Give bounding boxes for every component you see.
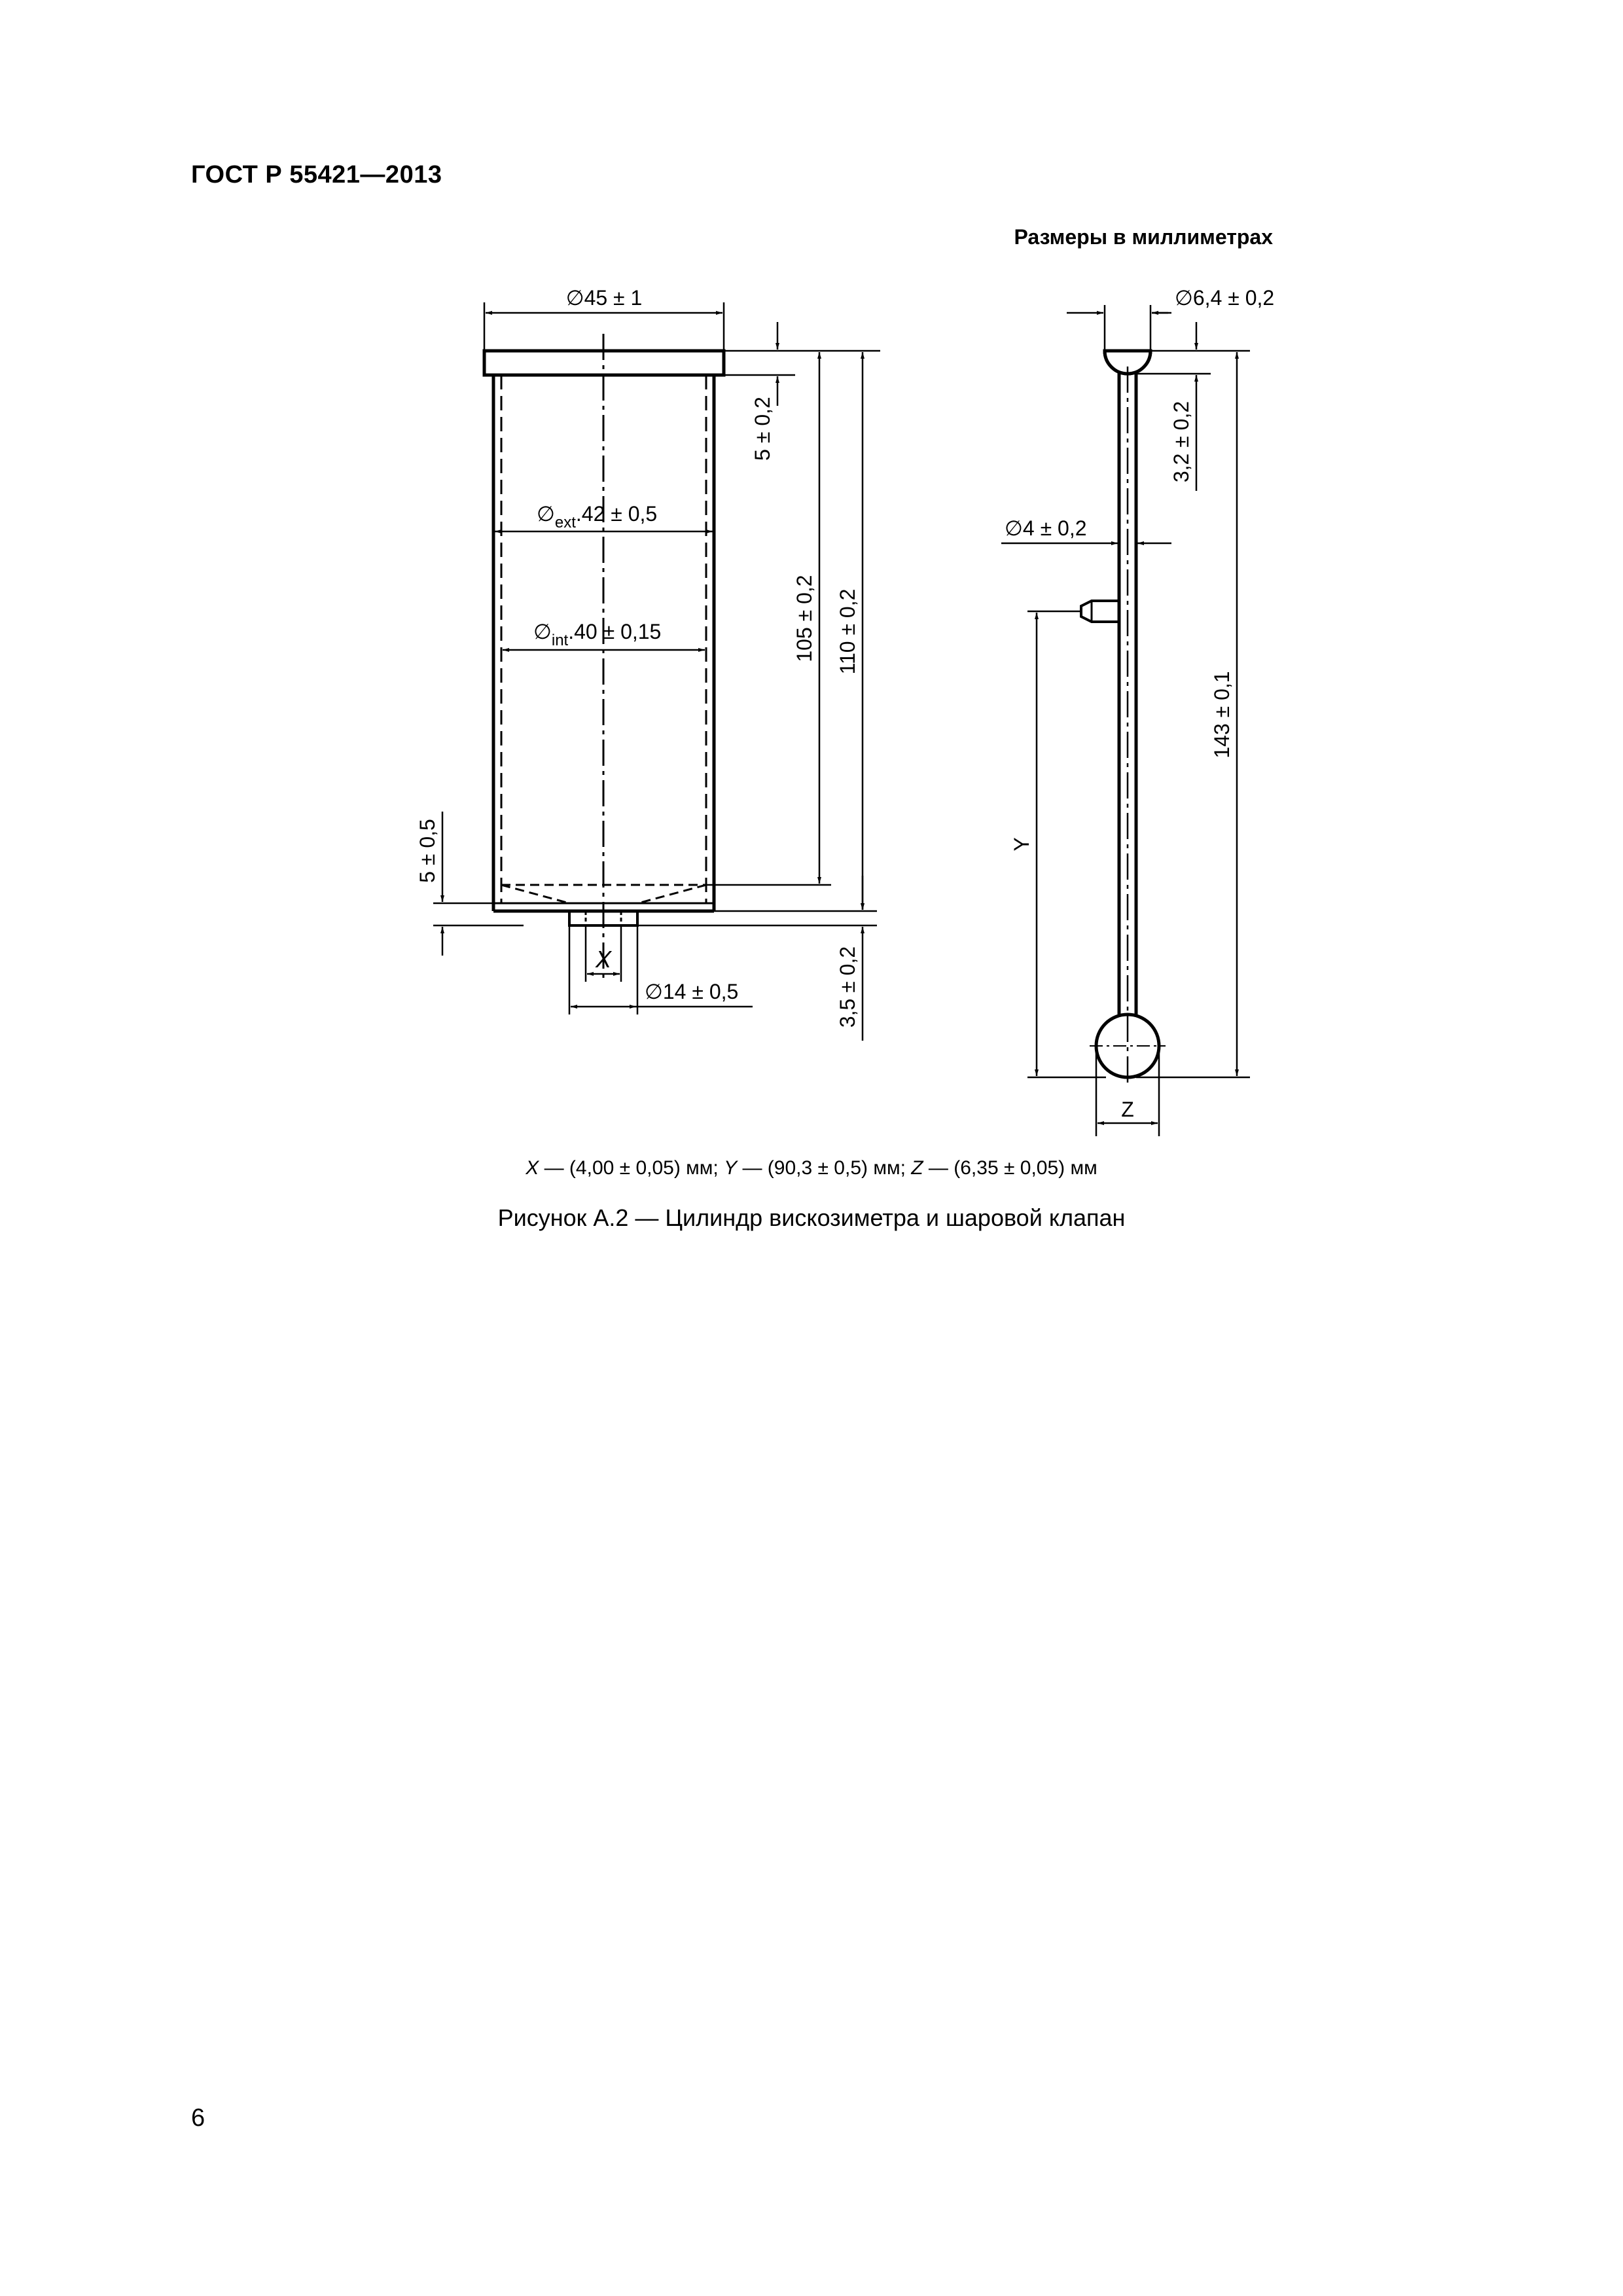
legend-y-symbol: Y xyxy=(724,1157,738,1179)
label-dim-4: ∅4 ± 0,2 xyxy=(1005,516,1087,540)
legend-z-value: — (6,35 ± 0,05) мм xyxy=(923,1157,1097,1179)
label-dim-6-4: ∅6,4 ± 0,2 xyxy=(1175,286,1275,310)
document-header: ГОСТ Р 55421—2013 xyxy=(191,161,442,188)
label-dim-z: Z xyxy=(1121,1098,1134,1121)
cylinder-cone-left xyxy=(501,885,569,903)
legend-z-symbol: Z xyxy=(911,1157,923,1179)
label-dim-flange: 5 ± 0,2 xyxy=(751,397,774,461)
units-note: Размеры в миллиметрах xyxy=(1014,225,1273,249)
cylinder-drawing xyxy=(484,334,724,982)
cylinder-cone-right xyxy=(638,885,706,903)
legend-y-value: — (90,3 ± 0,5) мм; xyxy=(737,1157,912,1179)
label-dim-3-2: 3,2 ± 0,2 xyxy=(1169,401,1193,483)
label-dim-14: ∅14 ± 0,5 xyxy=(645,980,739,1003)
label-dim-y: Y xyxy=(1010,837,1033,852)
label-dim-110: 110 ± 0,2 xyxy=(836,588,859,675)
label-dim-bottom: 5 ± 0,5 xyxy=(416,819,439,883)
figure-legend xyxy=(0,1157,1623,1179)
cylinder-dimensions xyxy=(433,302,880,1041)
valve-labels xyxy=(1005,286,1274,1121)
label-dim-ext: $\emptyset_{ext}.42 \pm 0,5$ xyxy=(537,502,658,531)
label-dim-nozzle-length: 3,5 ± 0,2 xyxy=(836,946,859,1028)
page-number: 6 xyxy=(191,2104,205,2132)
valve-side-pin xyxy=(1081,601,1119,622)
label-dim-int: $\emptyset_{int}.40 \pm 0,15$ xyxy=(533,620,662,649)
label-dim-x: X xyxy=(595,946,612,973)
legend-x-value: — (4,00 ± 0,05) мм; xyxy=(539,1157,724,1179)
label-dim-105: 105 ± 0,2 xyxy=(793,575,816,662)
figure-caption: Рисунок А.2 — Цилиндр вискозиметра и шаровой клапан xyxy=(497,1204,1126,1231)
valve-drawing xyxy=(1081,351,1166,1086)
label-dim-143: 143 ± 0,1 xyxy=(1210,671,1234,759)
legend-x-symbol: X xyxy=(526,1157,539,1179)
label-dim-45: ∅45 ± 1 xyxy=(565,286,643,310)
